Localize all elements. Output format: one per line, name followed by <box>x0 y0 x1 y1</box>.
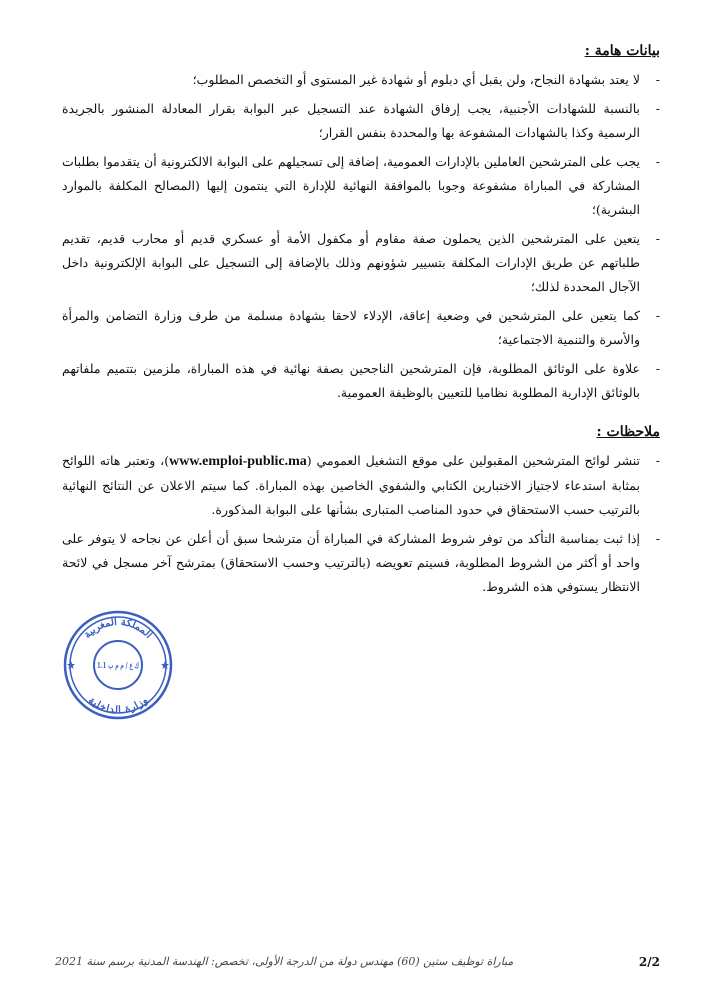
note-text: إذا ثبت بمناسبة التأكد من توفر شروط المشاركة في المباراة أن مترشحا سبق أن أعلن عن نجاحه لا يتوفر على واحد أو أكثر من الشروط المطلوبة، فسيتم تعويضه (بالترتيب وحسب الاستحقاق) بمترشح آخر مسجل في لائحة الانتظار يستوفي هذه الشروط. <box>62 531 640 594</box>
stamp-area <box>62 609 660 721</box>
note-item <box>62 449 660 522</box>
official-stamp <box>62 609 174 721</box>
section-heading-important: بيانات هامة : <box>584 43 660 59</box>
bullet-dash: - <box>655 308 660 323</box>
note-text: تنشر لوائح المترشحين المقبولين على موقع التشغيل العمومي ( <box>306 453 641 468</box>
bullet-dash: - <box>655 361 660 376</box>
stamp-bottom-text: وزارة الداخلية <box>85 695 151 717</box>
item-text: علاوة على الوثائق المطلوبة، فإن المترشحين الناجحين بصفة نهائية في هذه المباراة، ملزمين بتتميم ملفاتهم بالوثائق الإدارية المطلوبة نظاميا للتعيين بالوظيفة العمومية. <box>62 361 640 400</box>
item-text: بالنسبة للشهادات الأجنبية، يجب إرفاق الشهادة عند التسجيل عبر البوابة بقرار المعادلة المنشور بالجريدة الرسمية وكذا بالشهادات المشفوعة بها والمحددة بنفس القرار؛ <box>62 101 640 140</box>
page-number: 2/2 <box>638 955 660 969</box>
item-text: يتعين على المترشحين الذين يحملون صفة مقاوم أو مكفول الأمة أو عسكري قديم أو محارب قديم، تقديم طلباتهم عن طريق الإدارات المكلفة بتسيير شؤونهم وذلك بالإضافة إلى التسجيل على البوابة الإلكترونية داخل الآجال المحددة لذلك؛ <box>62 231 640 294</box>
bullet-dash: - <box>655 101 660 116</box>
star-icon <box>67 661 75 669</box>
bullet-dash: - <box>655 453 660 468</box>
notes-list <box>62 449 660 599</box>
list-item <box>62 150 660 222</box>
bullet-dash: - <box>655 531 660 546</box>
list-item <box>62 97 660 145</box>
footer-title: مباراة توظيف ستين (60) مهندس دولة من الدرجة الأولى، تخصص: الهندسة المدنية برسم سنة 2021 <box>55 955 514 968</box>
list-item <box>62 227 660 299</box>
svg-text:المملكة المغربية <box>82 617 154 641</box>
stamp-top-text: المملكة المغربية <box>82 616 155 641</box>
bullet-dash: - <box>655 231 660 246</box>
list-item <box>62 357 660 405</box>
note-item <box>62 527 660 599</box>
list-item <box>62 68 660 92</box>
star-icon <box>161 661 169 669</box>
note-text: )، وتعتبر هاته اللوائح بمثابة استدعاء لاجتياز الاختبارين الكتابي والشفوي الخاصين بهذه المباراة. كما سيتم الاعلان عن النتائج النهائية بالترتيب حسب الاستحقاق في حدود المناصب المتبارى بشأنها على البوابة المذكورة. <box>62 453 640 517</box>
bullet-dash: - <box>655 154 660 169</box>
list-item <box>62 304 660 352</box>
item-text: لا يعتد بشهادة النجاح، ولن يقبل أي دبلوم أو شهادة غير المستوى أو التخصص المطلوب؛ <box>192 72 640 87</box>
stamp-center-text: ك ع / م م ب 1.1 <box>97 660 155 670</box>
document-body <box>62 40 660 721</box>
website-link[interactable]: www.emploi-public.ma <box>169 454 307 469</box>
bullet-dash: - <box>655 72 660 87</box>
item-text: يجب على المترشحين العاملين بالإدارات العمومية، إضافة إلى تسجيلهم على البوابة الالكترونية أن يتقدموا بطلبات المشاركة في المباراة مشفوعة وجوبا بالموافقة النهائية للإدارة التي ينتمون إليها (المصالح المكلفة بالموارد البشرية)؛ <box>62 154 640 217</box>
section-heading-notes: ملاحظات : <box>596 424 660 440</box>
page-footer <box>55 955 660 975</box>
important-list <box>62 68 660 405</box>
item-text: كما يتعين على المترشحين في وضعية إعاقة، الإدلاء لاحقا بشهادة مسلمة من طرف وزارة التضامن والمرأة والأسرة والتنمية الاجتماعية؛ <box>62 308 640 347</box>
